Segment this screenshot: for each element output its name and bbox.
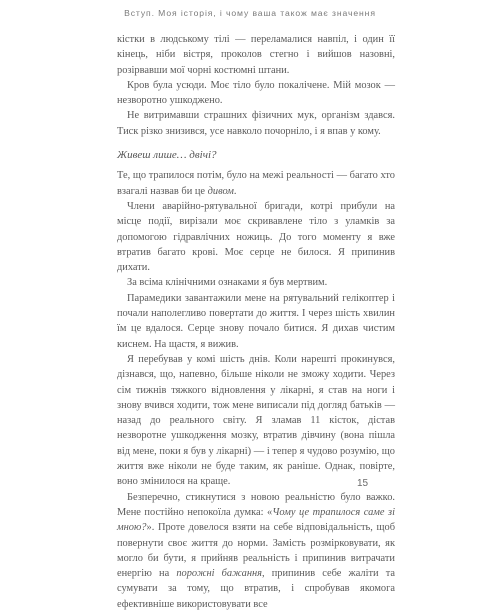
section-subheading: Живеш лише… двічі? — [117, 149, 217, 162]
paragraph-text: Безперечно, стикнутися з новою реальністю було важко. Мене постійно непокоїла думка: « — [117, 491, 395, 518]
running-head: Вступ. Моя історія, і чому ваша також має значення — [124, 8, 376, 18]
paragraph — [117, 490, 395, 612]
emphasis-text: дивом — [207, 185, 234, 197]
paragraph-text: Те, що трапилося потім, було на межі реальності — багато хто взагалі назвав би це — [117, 170, 395, 197]
paragraph — [117, 168, 395, 199]
page-number: 15 — [357, 478, 369, 489]
emphasis-text: Чому це трапилося саме зі мною? — [117, 506, 395, 534]
paragraph-text: , припинив себе жаліти та сумувати за тому, що втратив, і спробував якомога ефективніше використовувати все — [117, 568, 395, 610]
paragraph: Я перебував у комі шість днів. Коли нарешті прокинувся, дізнався, що, напевно, більше ніколи не зможу ходити. Через сім тижнів тяжкого відновлення у лікарні, я став на ноги і знову вчився ходити, тож мене виписали під догляд батьків — назад до реального світу. Я зламав 11 кісток, дістав незворотне ушкодження мозку, втратив дівчину (вона пішла від мене, поки я був у лікарні) — і тепер я чудово розумію, що життя вже ніколи не буде таким, як раніше. Однак, повірте, воно змінилося на краще. — [117, 353, 395, 488]
paragraph-text: . — [233, 185, 237, 197]
paragraph: кістки в людському тілі — переламалися навпіл, і один її кінець, ніби вістря, проколов стегно і вийшов назовні, розірвавши мої чорні костюмні штани. — [117, 34, 395, 76]
body-text — [117, 32, 395, 612]
paragraph: Члени аварійно-рятувальної бригади, котрі прибули на місце події, вирізали моє скривавлене тіло з уламків за допомогою гідравлічних ножиць. До того моменту я вже втратив багато крові. Моє серце не билося. Я припинив дихати. — [117, 200, 395, 274]
paragraph: Не витримавши страшних фізичних мук, організм здався. Тиск різко знизився, усе навколо почорніло, і я впав у кому. — [117, 110, 395, 137]
paragraph: Кров була усюди. Моє тіло було покалічене. Мій мозок — незворотно ушкоджено. — [117, 79, 395, 107]
emphasis-text: порожні бажання — [176, 568, 262, 580]
paragraph-text: ». Проте довелося взяти на себе відповідальність, щоб повернути своє життя до норми. Замість розмірковувати, як могло би бути, я прийняв реальність і припинив витрачати енергію на — [117, 522, 395, 580]
paragraph: За всіма клінічними ознаками я був мертвим. — [127, 277, 328, 289]
paragraph: Парамедики завантажили мене на рятувальний гелікоптер і почали наполегливо повертати до життя. І через шість хвилин їм це вдалося. Серце знову почало битися. Я дихав чистим киснем. На щастя, я вижив. — [117, 292, 395, 350]
